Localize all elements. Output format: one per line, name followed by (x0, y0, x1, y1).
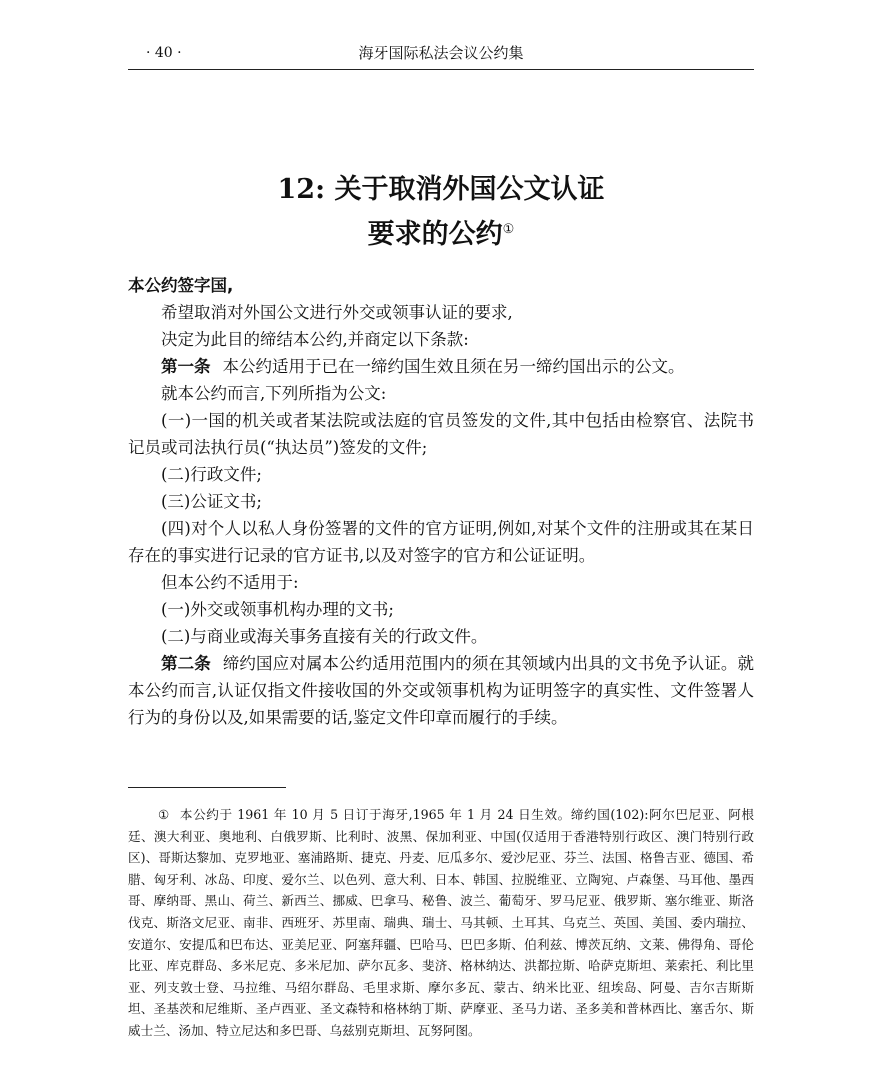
title-line-2-text: 要求的公约 (367, 219, 503, 250)
exclusion-item-2: (二)与商业或海关事务直接有关的行政文件。 (161, 627, 488, 646)
exclusion-item-1: (一)外交或领事机构办理的文书; (161, 600, 394, 619)
footnote-text: 本公约于 1961 年 10 月 5 日订于海牙,1965 年 1 月 24 日生效。缔约国(102):阿尔巴尼亚、阿根廷、澳大利亚、奥地利、白俄罗斯、比利时、波黑、保加利亚、中国(仅适用于香港特别行政区、澳门特别行政区)、哥斯达黎加、克罗地亚、塞浦路斯、捷克、丹麦、厄瓜多尔、爱沙尼亚、芬兰、法国、格鲁吉亚、德国、希腊、匈牙利、冰岛、印度、爱尔兰、以色列、意大利、日本、韩国、拉脱维亚、立陶宛、卢森堡、马耳他、墨西哥、摩纳哥、黑山、荷兰、新西兰、挪威、巴拿马、秘鲁、波兰、葡萄牙、罗马尼亚、俄罗斯、塞尔维亚、斯洛伐克、斯洛文尼亚、南非、西班牙、苏里南、瑞典、瑞士、马其顿、土耳其、乌克兰、英国、美国、委内瑞拉、安道尔、安提瓜和巴布达、亚美尼亚、阿塞拜疆、巴哈马、巴巴多斯、伯利兹、博茨瓦纳、文莱、佛得角、哥伦比亚、库克群岛、多米尼克、多米尼加、萨尔瓦多、斐济、格林纳达、洪都拉斯、哈萨克斯坦、莱索托、利比里亚、列支敦士登、马拉维、马绍尔群岛、毛里求斯、摩尔多瓦、蒙古、纳米比亚、纽埃岛、阿曼、吉尔吉斯斯坦、圣基茨和尼维斯、圣卢西亚、圣文森特和格林纳丁斯、萨摩亚、圣马力诺、圣多美和普林西比、塞舌尔、斯威士兰、汤加、特立尼达和多巴哥、乌兹别克斯坦、瓦努阿图。 (128, 807, 754, 1038)
footnote-mark: ① (158, 807, 170, 822)
convention-body (128, 272, 754, 731)
document-item-4: (四)对个人以私人身份签署的文件的官方证明,例如,对某个文件的注册或其在某日存在的事实进行记录的官方证书,以及对签字的官方和公证证明。 (128, 519, 754, 565)
article-1 (128, 353, 754, 380)
signatories-line: 本公约签字国, (128, 276, 234, 295)
title-line-2 (128, 210, 754, 255)
preamble-paragraph-1: 希望取消对外国公文进行外交或领事认证的要求, (161, 303, 513, 322)
article-1-label: 第一条 (161, 357, 211, 376)
exclusion-intro: 但本公约不适用于: (161, 573, 299, 592)
convention-title (128, 170, 754, 255)
preamble-paragraph-2: 决定为此目的缔结本公约,并商定以下条款: (161, 330, 469, 349)
document-item-3: (三)公证文书; (161, 492, 262, 511)
article-2-text: 缔约国应对属本公约适用范围内的须在其领域内出具的文书免予认证。就本公约而言,认证仅指文件接收国的外交或领事机构为证明签字的真实性、文件签署人行为的身份以及,如果需要的话,鉴定文件印章而履行的手续。 (128, 654, 755, 727)
title-line-1: 12: 关于取消外国公文认证 (277, 174, 605, 205)
title-footnote-ref: ① (502, 222, 515, 237)
page-number: · 40 · (146, 45, 182, 61)
definition-intro: 就本公约而言,下列所指为公文: (161, 384, 387, 403)
document-item-1: (一)一国的机关或者某法院或法庭的官员签发的文件,其中包括由检察官、法院书记员或司法执行员(“执达员”)签发的文件; (128, 411, 754, 457)
footnote (128, 804, 754, 1042)
running-title: 海牙国际私法会议公约集 (358, 44, 524, 62)
article-2 (128, 650, 754, 731)
article-1-text: 本公约适用于已在一缔约国生效且须在另一缔约国出示的公文。 (222, 357, 685, 376)
article-2-label: 第二条 (161, 654, 211, 673)
footnote-rule (128, 787, 286, 788)
document-item-2: (二)行政文件; (161, 465, 262, 484)
page-header (128, 42, 754, 70)
header-rule (128, 69, 754, 70)
